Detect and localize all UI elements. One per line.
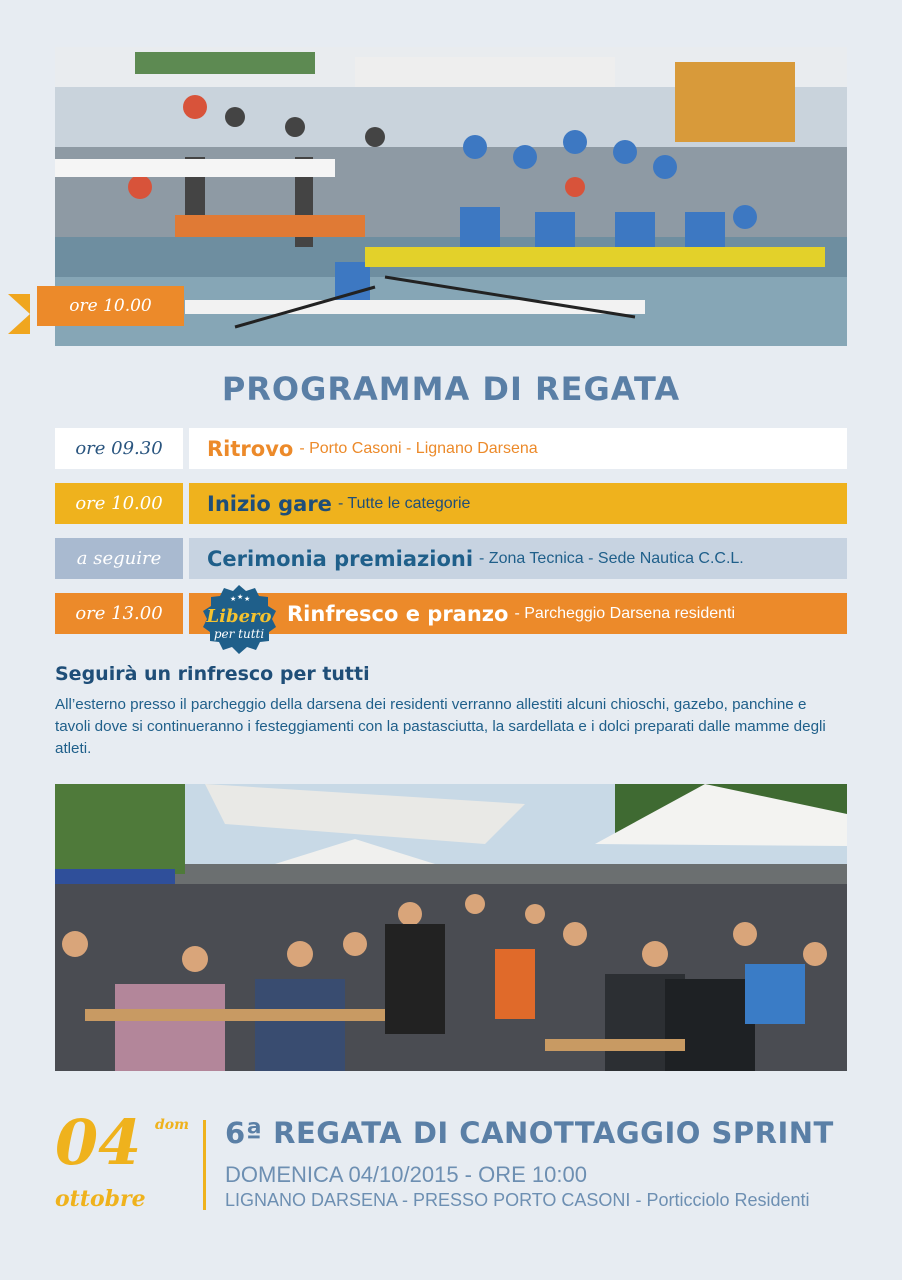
svg-text:★: ★ [244,595,251,603]
event-day: 04 [55,1106,142,1179]
event-place [225,1190,810,1211]
section-title: Seguirà un rinfresco per tutti [55,663,370,685]
ribbon-tail [8,294,30,334]
badge-text [200,584,278,658]
schedule-location: - Tutte le categorie [337,494,471,512]
event-weekday: dom [155,1117,189,1133]
badge-line1: Libero [206,605,272,627]
schedule-event: Cerimonia premiazioni [207,546,474,571]
schedule-row-inizio-gare [55,483,847,524]
schedule-location: - Parcheggio Darsena residenti [514,604,736,622]
event-date: DOMENICA 04/10/2015 - ORE 10:00 [225,1162,587,1187]
event-month: ottobre [55,1186,146,1212]
schedule-event: Ritrovo [207,436,294,461]
libero-badge [200,584,278,658]
schedule-event: Inizio gare [207,491,332,516]
svg-text:★: ★ [230,595,237,603]
schedule-event: Rinfresco e pranzo [287,601,509,626]
hero-time-tag: ore 10.00 [37,286,184,326]
schedule-time: a seguire [55,538,183,579]
schedule-description [189,428,847,469]
schedule-row-premiazioni [55,538,847,579]
schedule-row-rinfresco [55,593,847,634]
badge-line2: per tutti [213,626,265,641]
schedule-time: ore 09.30 [55,428,183,469]
schedule-time: ore 13.00 [55,593,183,634]
schedule-description [189,538,847,579]
schedule-location: - Porto Casoni - Lignano Darsena [299,439,538,457]
event-place-sub: - Porticciolo Residenti [635,1190,810,1210]
section-body: All’esterno presso il parcheggio della darsena dei residenti verranno allestiti alcuni chioschi, gazebo, panchine e tavoli dove si continueranno i festeggiamenti con la pastasciutta, la sardellata e i dolci preparati dalle mamme degli atleti. [55,696,826,757]
event-place-main: LIGNANO DARSENA - PRESSO PORTO CASONI [225,1190,631,1210]
svg-text:★: ★ [237,593,244,601]
footer-divider [203,1120,206,1210]
page-title: PROGRAMMA DI REGATA [221,370,681,408]
schedule-row-ritrovo [55,428,847,469]
schedule-time: ore 10.00 [55,483,183,524]
event-title: 6ª REGATA DI CANOTTAGGIO SPRINT [225,1116,834,1150]
schedule-description [189,593,847,634]
lunch-crowd-photo [55,784,847,1071]
schedule-location: - Zona Tecnica - Sede Nautica C.C.L. [479,549,744,567]
schedule-description [189,483,847,524]
